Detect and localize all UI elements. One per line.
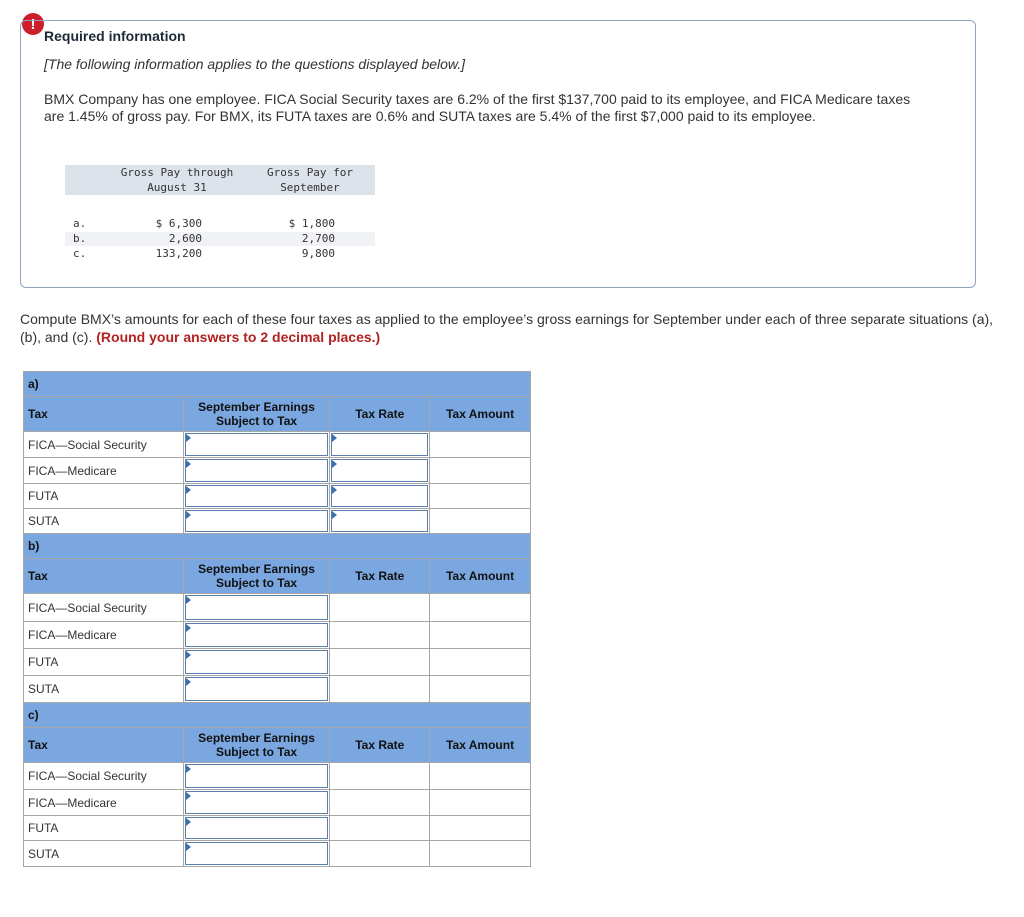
- input-marker-icon: [186, 843, 191, 851]
- earnings-input[interactable]: [185, 842, 329, 865]
- tax-name: FICA—Medicare: [24, 790, 184, 816]
- earnings-cell: [183, 432, 330, 458]
- section-header-row: [24, 372, 531, 397]
- earnings-cell: [183, 484, 330, 509]
- input-marker-icon: [186, 792, 191, 800]
- section-header-row: [24, 534, 531, 559]
- tax-rate-input[interactable]: [331, 433, 428, 456]
- tax-row: [24, 841, 531, 867]
- amount-column-header: Tax Amount: [430, 728, 531, 763]
- question-text: [20, 310, 1000, 346]
- tax-amount-cell: [430, 816, 531, 841]
- tax-amount-cell: [430, 484, 531, 509]
- tax-row: [24, 676, 531, 703]
- tax-rate-cell: [330, 790, 430, 816]
- info-title: Required information: [44, 28, 186, 44]
- input-marker-icon: [186, 434, 191, 442]
- earnings-input[interactable]: [185, 791, 329, 814]
- tax-amount-cell: [430, 763, 531, 790]
- section-label: a): [24, 372, 531, 397]
- input-marker-icon: [332, 486, 337, 494]
- earnings-cell: [183, 458, 330, 484]
- tax-row: [24, 790, 531, 816]
- input-marker-icon: [186, 596, 191, 604]
- input-marker-icon: [332, 434, 337, 442]
- earnings-column-header: September Earnings Subject to Tax: [183, 728, 330, 763]
- earnings-cell: [183, 790, 330, 816]
- tax-rate-cell: [330, 676, 430, 703]
- earnings-input[interactable]: [185, 650, 329, 674]
- tax-amount-cell: [430, 841, 531, 867]
- tax-row: [24, 484, 531, 509]
- tax-amount-cell: [430, 509, 531, 534]
- tax-row: [24, 622, 531, 649]
- earnings-cell: [183, 509, 330, 534]
- earnings-cell: [183, 622, 330, 649]
- earnings-input[interactable]: [185, 510, 329, 532]
- tax-name: FICA—Social Security: [24, 432, 184, 458]
- column-header-row: [24, 397, 531, 432]
- through-aug-value: 133,200: [155, 247, 202, 260]
- tax-row: [24, 509, 531, 534]
- earnings-cell: [183, 649, 330, 676]
- input-marker-icon: [186, 818, 191, 826]
- row-label: b.: [73, 232, 87, 245]
- tax-name: FICA—Social Security: [24, 594, 184, 622]
- earnings-cell: [183, 816, 330, 841]
- header-through-august: Gross Pay through August 31: [120, 166, 234, 194]
- earnings-input[interactable]: [185, 485, 329, 507]
- tax-rate-input[interactable]: [331, 485, 428, 507]
- tax-row: [24, 432, 531, 458]
- tax-amount-cell: [430, 676, 531, 703]
- tax-amount-cell: [430, 594, 531, 622]
- header-september: Gross Pay for September: [266, 166, 354, 194]
- tax-amount-cell: [430, 649, 531, 676]
- earnings-input[interactable]: [185, 817, 329, 839]
- question-body: Compute BMX’s amounts for each of these four taxes as applied to the employee’s gross earnings for September under each of three separate situations (a), (b), and (c).: [20, 311, 994, 345]
- earnings-column-header: September Earnings Subject to Tax: [183, 559, 330, 594]
- earnings-cell: [183, 594, 330, 622]
- input-marker-icon: [186, 460, 191, 468]
- tax-rate-cell: [330, 649, 430, 676]
- tax-name: FICA—Social Security: [24, 763, 184, 790]
- earnings-cell: [183, 841, 330, 867]
- tax-column-header: Tax: [24, 728, 184, 763]
- tax-column-header: Tax: [24, 559, 184, 594]
- answer-table: [23, 371, 531, 867]
- tax-row: [24, 763, 531, 790]
- input-marker-icon: [332, 511, 337, 519]
- tax-rate-cell: [330, 841, 430, 867]
- through-aug-value: $ 6,300: [155, 217, 202, 230]
- tax-rate-input[interactable]: [331, 510, 428, 532]
- info-description: BMX Company has one employee. FICA Social Security taxes are 6.2% of the first $137,700 paid to its employee, and FICA Medicare taxes are 1.45% of gross pay. For BMX, its FUTA taxes are 0.6% and SUTA taxes are 5.4% of the first $7,000 paid to its employee.: [44, 91, 911, 124]
- gross-pay-row: [65, 196, 375, 210]
- earnings-input[interactable]: [185, 677, 329, 701]
- tax-rate-cell: [330, 594, 430, 622]
- tax-rate-cell: [330, 816, 430, 841]
- tax-row: [24, 458, 531, 484]
- row-label: a.: [73, 217, 87, 230]
- earnings-cell: [183, 676, 330, 703]
- tax-name: SUTA: [24, 509, 184, 534]
- tax-row: [24, 816, 531, 841]
- tax-name: FICA—Medicare: [24, 458, 184, 484]
- input-marker-icon: [186, 624, 191, 632]
- input-marker-icon: [186, 765, 191, 773]
- section-label: b): [24, 534, 531, 559]
- section-header-row: [24, 703, 531, 728]
- tax-rate-cell: [330, 458, 430, 484]
- tax-row: [24, 594, 531, 622]
- tax-amount-cell: [430, 790, 531, 816]
- tax-name: FUTA: [24, 484, 184, 509]
- rate-column-header: Tax Rate: [330, 728, 430, 763]
- amount-column-header: Tax Amount: [430, 559, 531, 594]
- tax-rate-cell: [330, 432, 430, 458]
- section-label: c): [24, 703, 531, 728]
- tax-amount-cell: [430, 622, 531, 649]
- amount-column-header: Tax Amount: [430, 397, 531, 432]
- through-aug-value: 2,600: [168, 232, 202, 245]
- earnings-cell: [183, 763, 330, 790]
- tax-name: SUTA: [24, 676, 184, 703]
- column-header-row: [24, 728, 531, 763]
- tax-rate-input[interactable]: [331, 459, 428, 482]
- earnings-input[interactable]: [185, 764, 329, 788]
- column-header-row: [24, 559, 531, 594]
- earnings-input[interactable]: [185, 459, 329, 482]
- tax-column-header: Tax: [24, 397, 184, 432]
- september-value: $ 1,800: [288, 217, 335, 230]
- earnings-input[interactable]: [185, 595, 329, 620]
- tax-rate-cell: [330, 509, 430, 534]
- alert-icon: !: [22, 13, 44, 35]
- input-marker-icon: [186, 651, 191, 659]
- input-marker-icon: [186, 511, 191, 519]
- tax-name: FUTA: [24, 649, 184, 676]
- tax-amount-cell: [430, 458, 531, 484]
- tax-name: FICA—Medicare: [24, 622, 184, 649]
- september-value: 9,800: [301, 247, 335, 260]
- earnings-input[interactable]: [185, 623, 329, 647]
- tax-amount-cell: [430, 432, 531, 458]
- tax-rate-cell: [330, 763, 430, 790]
- tax-name: FUTA: [24, 816, 184, 841]
- input-marker-icon: [186, 486, 191, 494]
- rate-column-header: Tax Rate: [330, 397, 430, 432]
- rate-column-header: Tax Rate: [330, 559, 430, 594]
- row-label: c.: [73, 247, 87, 260]
- september-value: 2,700: [301, 232, 335, 245]
- input-marker-icon: [332, 460, 337, 468]
- tax-rate-cell: [330, 484, 430, 509]
- info-note: [The following information applies to the questions displayed below.]: [44, 56, 466, 72]
- earnings-input[interactable]: [185, 433, 329, 456]
- tax-name: SUTA: [24, 841, 184, 867]
- input-marker-icon: [186, 678, 191, 686]
- tax-rate-cell: [330, 622, 430, 649]
- earnings-column-header: September Earnings Subject to Tax: [183, 397, 330, 432]
- tax-row: [24, 649, 531, 676]
- rounding-instruction: (Round your answers to 2 decimal places.): [96, 329, 381, 345]
